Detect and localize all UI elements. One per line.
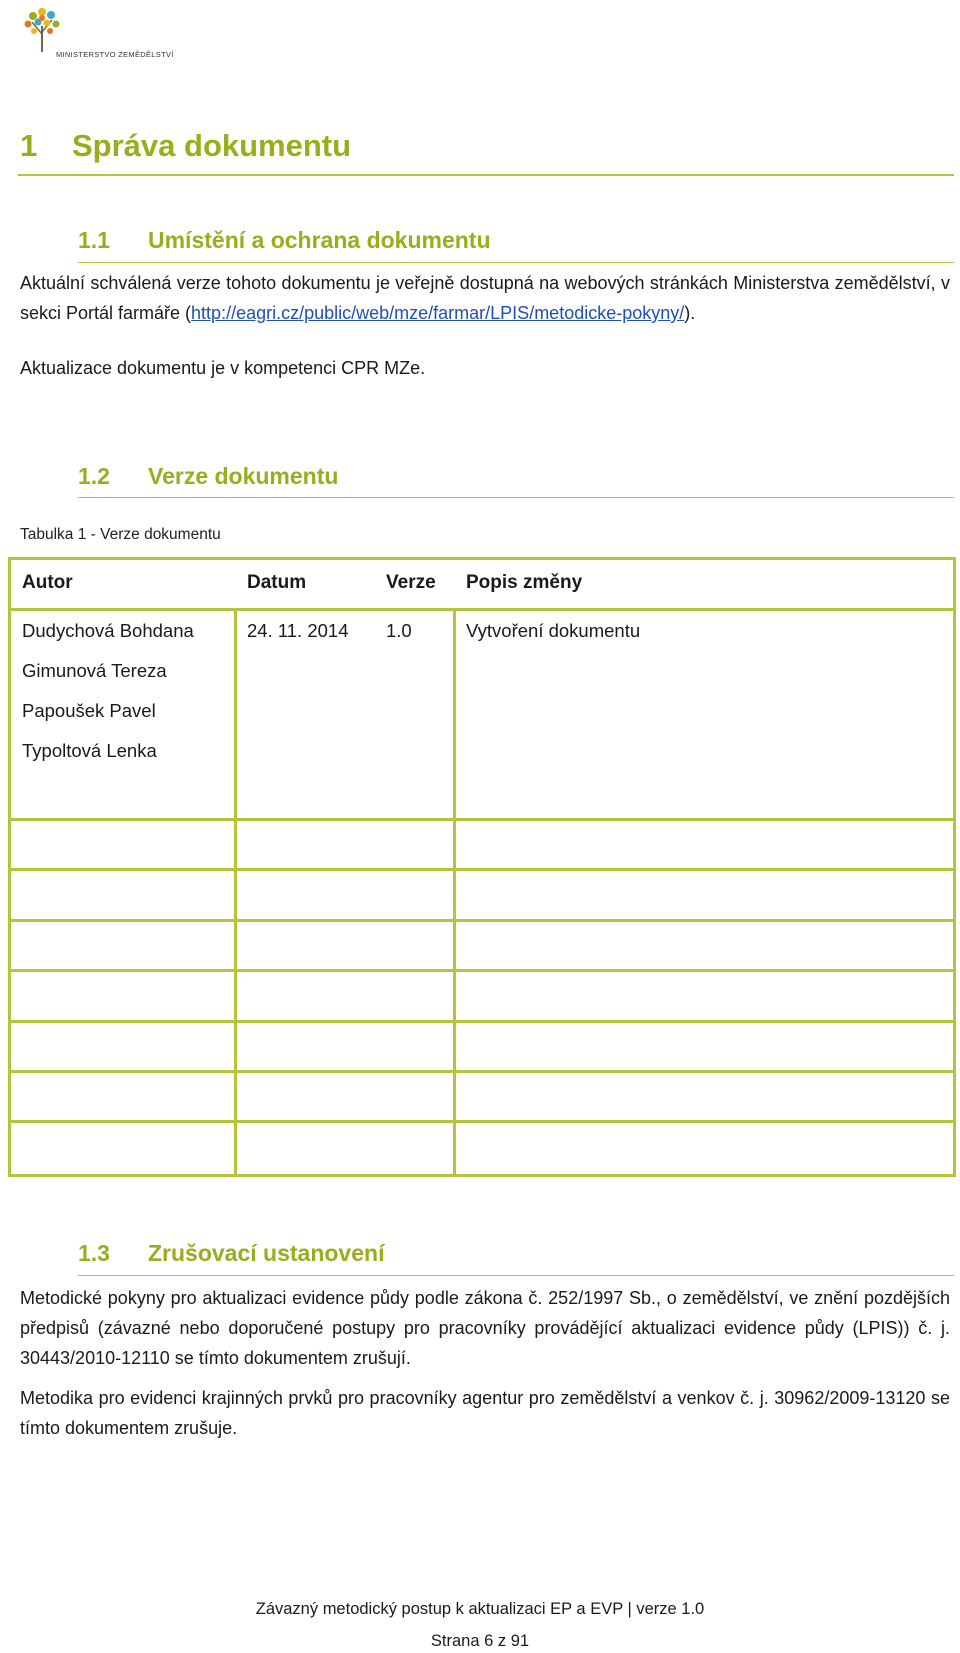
row-divider [11, 919, 953, 922]
table-caption: Tabulka 1 - Verze dokumentu [20, 526, 221, 543]
section-title: Zrušovací ustanovení [148, 1240, 385, 1266]
section-title: Verze dokumentu [148, 463, 339, 489]
portal-link[interactable]: http://eagri.cz/public/web/mze/farmar/LPIS/metodicke-pokyny/ [191, 303, 685, 323]
author-cell: Dudychová Bohdana [22, 620, 194, 641]
version-table [8, 557, 956, 1177]
column-divider [453, 608, 456, 1174]
row-divider [11, 1120, 953, 1123]
location-paragraph [20, 268, 950, 328]
paragraph-end: ). [684, 303, 696, 323]
section-heading-1-1 [78, 227, 491, 254]
repeal-paragraph-1: Metodické pokyny pro aktualizaci evidence půdy podle zákona č. 252/1997 Sb., o zemědělství, ve znění pozdějších předpisů (závazné nebo doporučené postupy pro pracovníky provádějící aktualizaci evidence půdy (LPIS)) č. j. 30443/2010-12110 se tímto dokumentem zrušují. [20, 1288, 950, 1368]
row-divider [11, 1020, 953, 1023]
section-heading-1-3 [78, 1240, 384, 1267]
author-cell: Typoltová Lenka [22, 740, 157, 761]
section-heading-1 [20, 128, 351, 164]
heading-rule [78, 497, 954, 498]
version-cell: 1.0 [386, 620, 412, 641]
paragraph-text: Aktuální schválená verze tohoto dokumentu je veřejně dostupná na webových stránkách Ministerstva zemědělství, v sekci Portál farmáře ( [20, 273, 950, 323]
column-divider [234, 608, 237, 1174]
footer-title: Závazný metodický postup k aktualizaci EP a EVP | verze 1.0 [255, 1600, 705, 1618]
description-cell: Vytvoření dokumentu [466, 620, 641, 641]
ministry-logo [20, 4, 174, 66]
header-description: Popis změny [466, 572, 583, 593]
header-author: Autor [22, 572, 73, 593]
row-divider [11, 818, 953, 821]
section-number: 1.1 [78, 227, 110, 253]
date-cell: 24. 11. 2014 [247, 620, 349, 641]
header-version: Verze [386, 572, 436, 593]
header-date: Datum [247, 572, 307, 593]
update-paragraph: Aktualizace dokumentu je v kompetenci CPR MZe. [20, 358, 426, 378]
heading-rule [18, 174, 954, 176]
page-number: Strana 6 z 91 [430, 1632, 530, 1650]
section-number: 1 [20, 128, 38, 163]
row-divider [11, 868, 953, 871]
author-cell: Gimunová Tereza [22, 660, 167, 681]
row-divider [11, 1070, 953, 1073]
section-number: 1.3 [78, 1240, 110, 1266]
table-header-row [11, 560, 953, 611]
row-divider [11, 969, 953, 972]
section-title: Umístění a ochrana dokumentu [148, 227, 491, 253]
heading-rule [78, 262, 954, 263]
tree-logo-icon [20, 4, 80, 54]
logo-text: MINISTERSTVO ZEMĚDĚLSTVÍ [56, 50, 174, 59]
author-cell: Papoušek Pavel [22, 700, 156, 721]
heading-rule [78, 1275, 954, 1276]
section-heading-1-2 [78, 463, 338, 490]
section-number: 1.2 [78, 463, 110, 489]
section-title: Správa dokumentu [72, 128, 352, 163]
repeal-paragraph-2: Metodika pro evidenci krajinných prvků pro pracovníky agentur pro zemědělství a venkov č. j. 30962/2009-13120 se tímto dokumentem zrušuje. [20, 1388, 950, 1438]
